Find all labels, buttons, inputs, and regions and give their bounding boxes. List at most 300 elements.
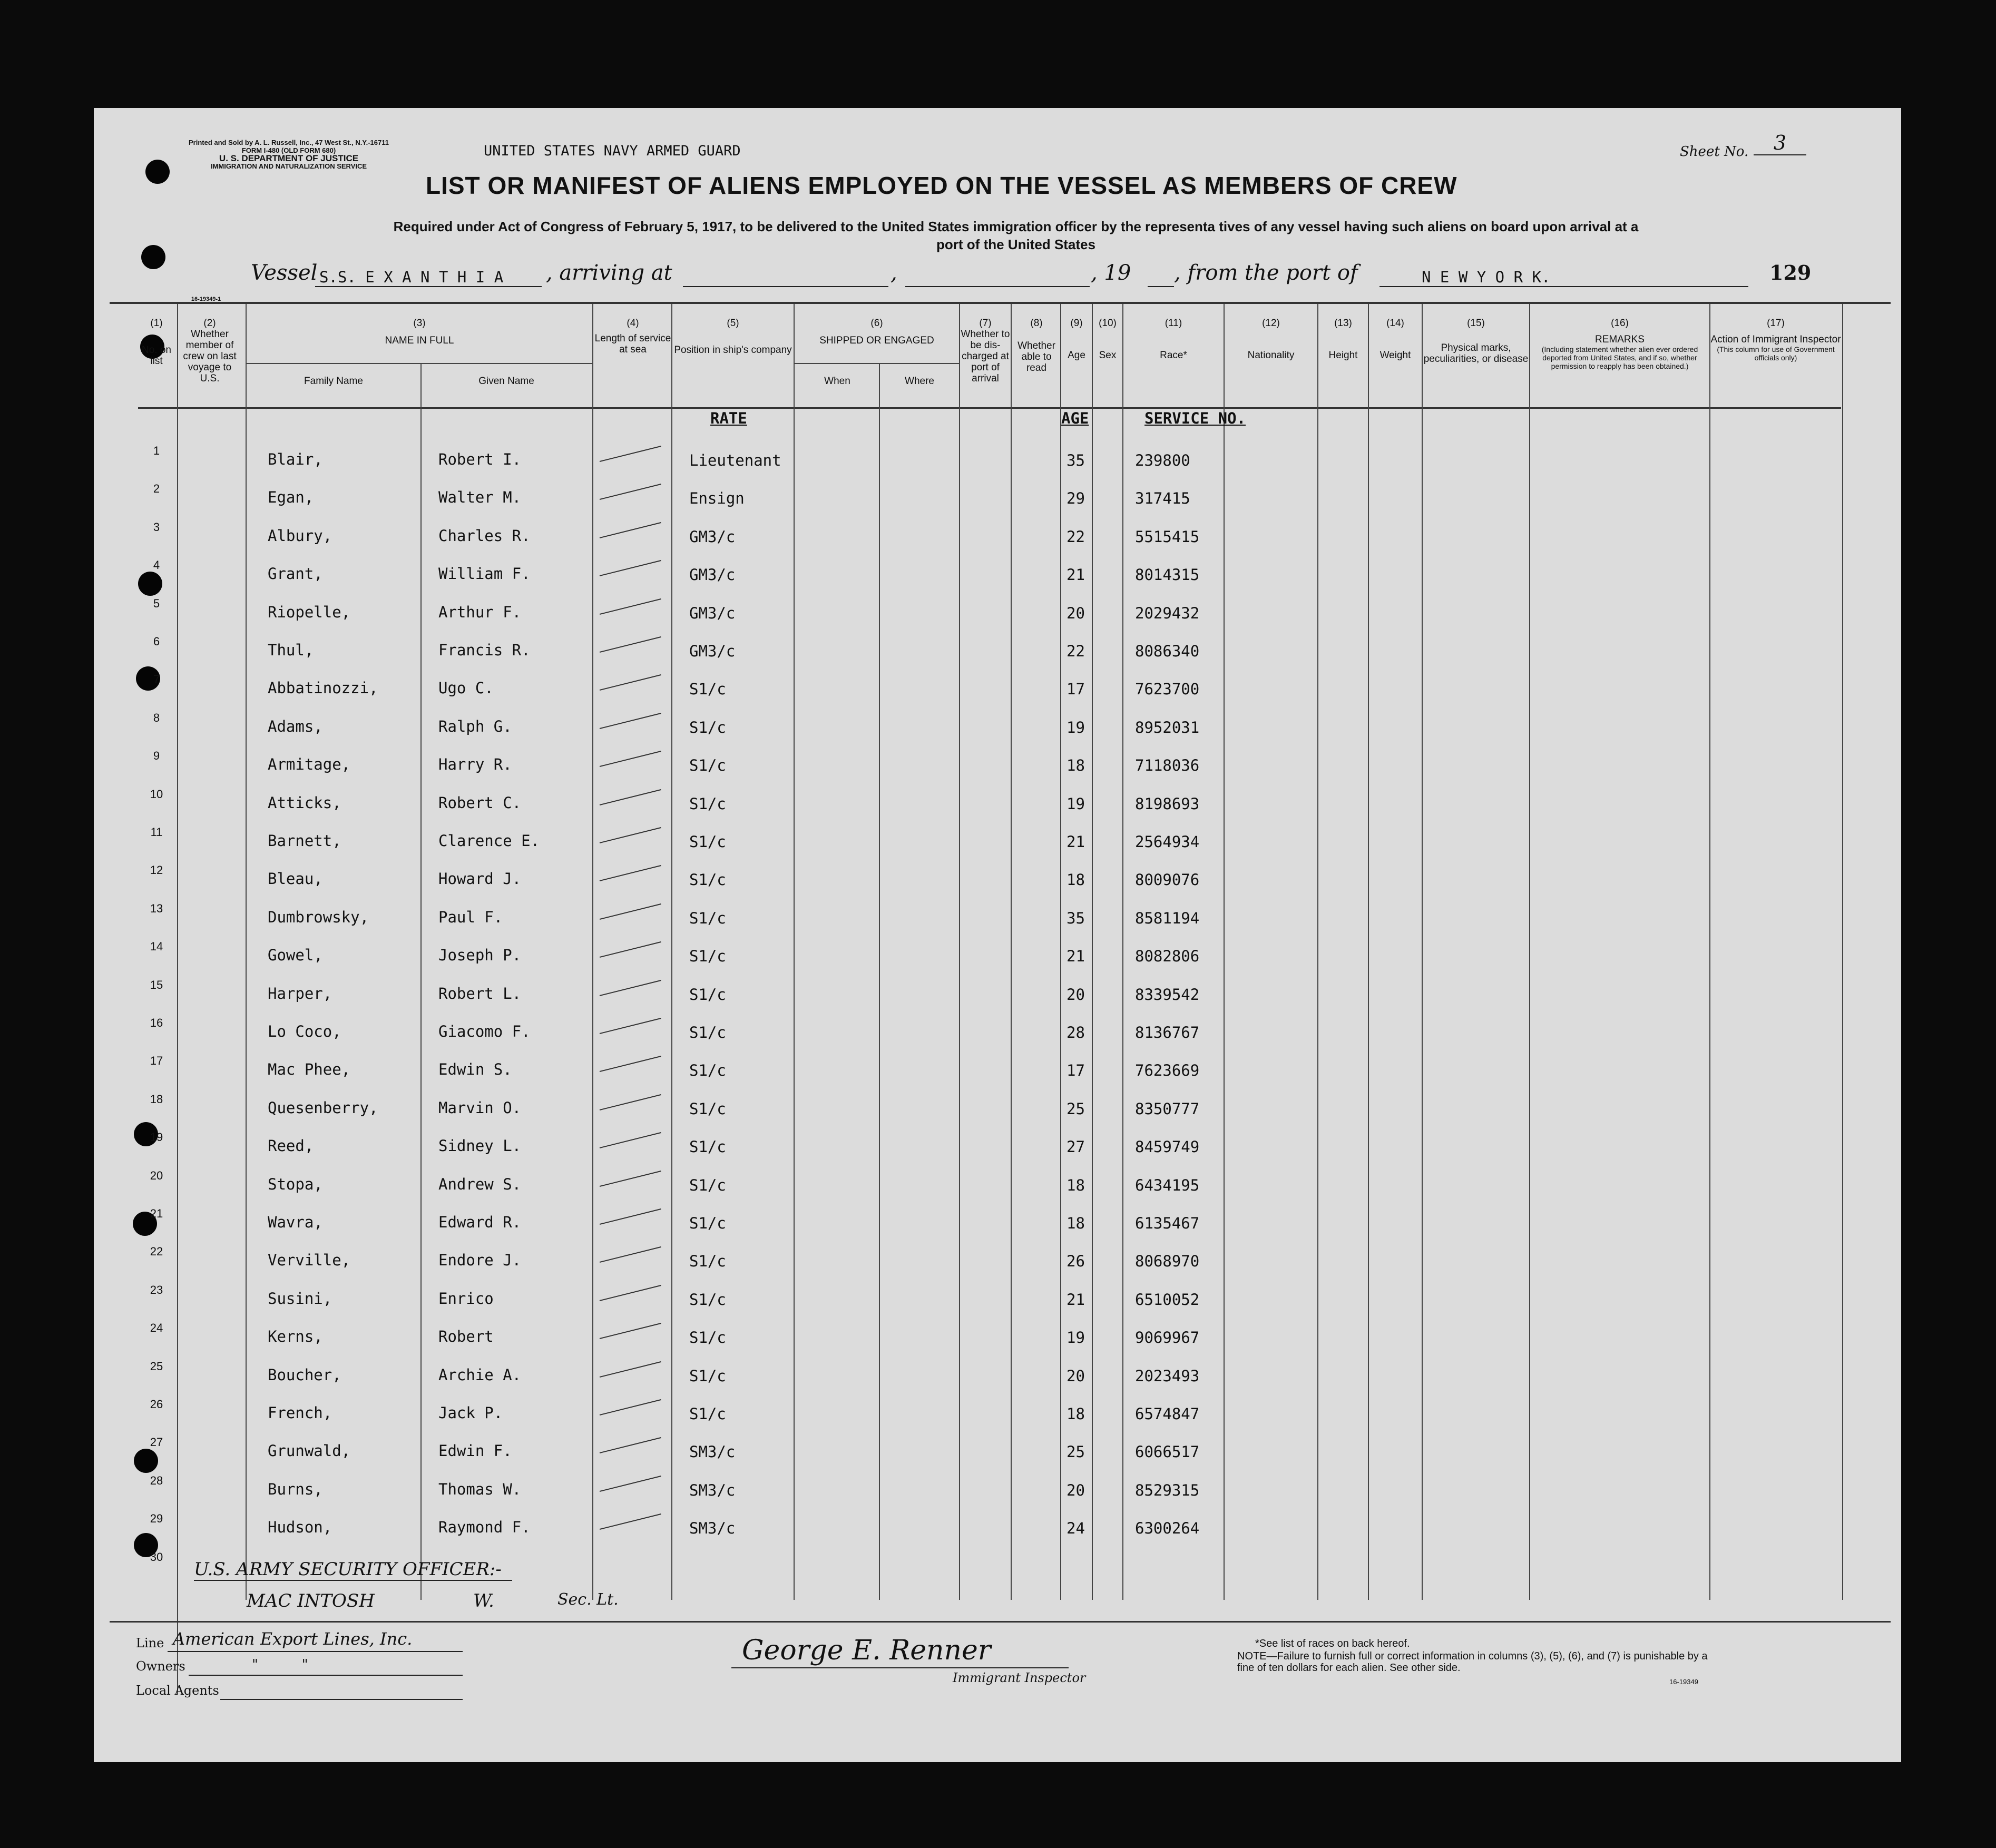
ditto-tick xyxy=(600,980,661,996)
column-17-number: (17) xyxy=(1767,318,1785,329)
column-rule xyxy=(1368,304,1369,1600)
family-name-cell: Barnett, xyxy=(268,832,341,850)
ditto-tick xyxy=(600,1476,661,1492)
column-7-label: Whether to be dis-charged at port of arrival xyxy=(961,329,1010,384)
header-bottom-rule xyxy=(138,407,1841,409)
family-name-cell: Bleau, xyxy=(268,870,323,888)
rate-cell: Ensign xyxy=(689,489,745,507)
family-name-cell: Adams, xyxy=(268,717,323,735)
security-officer-heading: U.S. ARMY SECURITY OFFICER:- xyxy=(194,1559,512,1581)
form-code: 16-19349 xyxy=(1669,1678,1698,1686)
column-13-label: Height xyxy=(1328,350,1358,361)
ditto-tick xyxy=(600,598,661,615)
age-cell: 27 xyxy=(1067,1138,1085,1156)
form-title: LIST OR MANIFEST OF ALIENS EMPLOYED ON THE VESSEL AS MEMBERS OF CREW xyxy=(426,172,1457,199)
service-number-cell: 8009076 xyxy=(1135,871,1200,889)
family-name-cell: Mac Phee, xyxy=(268,1060,351,1078)
rate-cell: SM3/c xyxy=(689,1481,736,1499)
column-rule xyxy=(794,304,795,1600)
column-11-label: Race* xyxy=(1160,350,1187,361)
owners-field xyxy=(189,1659,463,1676)
local-agents-label: Local Agents xyxy=(136,1683,219,1698)
column-16-header xyxy=(1530,318,1709,370)
given-name-cell: Andrew S. xyxy=(438,1175,522,1193)
service-number-cell: 8136767 xyxy=(1135,1024,1200,1041)
service-number-cell: 239800 xyxy=(1135,451,1190,469)
punch-hole xyxy=(134,1449,158,1473)
column-5-number: (5) xyxy=(727,318,739,329)
age-cell: 18 xyxy=(1067,871,1085,889)
column-6-label: SHIPPED OR ENGAGED xyxy=(819,335,934,346)
given-name-cell: Edwin F. xyxy=(438,1442,512,1460)
service-number-cell: 8198693 xyxy=(1135,795,1200,813)
service-number-cell: 7623700 xyxy=(1135,680,1200,698)
column-9-number: (9) xyxy=(1070,318,1083,329)
column-rule xyxy=(1122,304,1123,1600)
owners-value: " " xyxy=(252,1657,308,1673)
row-number: 7 xyxy=(153,673,160,686)
owners-label: Owners xyxy=(136,1659,185,1674)
row-number: 11 xyxy=(150,825,163,839)
row-number: 18 xyxy=(150,1093,163,1106)
row-number: 5 xyxy=(153,597,160,610)
row-number: 22 xyxy=(150,1245,163,1258)
column-rule xyxy=(959,304,960,1600)
vessel-field xyxy=(315,264,542,287)
shipped-when-header: When xyxy=(824,376,850,387)
name-subheader-rule xyxy=(247,363,593,364)
column-14-label: Weight xyxy=(1379,350,1411,361)
column-5-label: Position in ship's company xyxy=(674,345,792,356)
service-number-cell: 2029432 xyxy=(1135,604,1200,622)
family-name-cell: Hudson, xyxy=(268,1518,332,1536)
rate-cell: S1/c xyxy=(689,1176,726,1194)
column-2-number: (2) xyxy=(203,318,216,329)
given-name-cell: Charles R. xyxy=(438,527,531,545)
ditto-tick xyxy=(600,1208,661,1225)
age-cell: 26 xyxy=(1067,1252,1085,1270)
penalty-note: NOTE—Failure to furnish full or correct information in columns (3), (5), (6), and (7) is punishable by a fine of ten dollars for each alien. See other side. xyxy=(1237,1650,1708,1674)
age-cell: 35 xyxy=(1067,451,1085,469)
service-number-cell: 8459749 xyxy=(1135,1138,1200,1156)
rate-cell: S1/c xyxy=(689,719,726,736)
column-3-number: (3) xyxy=(413,318,426,329)
service-number-cell: 8086340 xyxy=(1135,642,1200,660)
column-8-number: (8) xyxy=(1030,318,1043,329)
age-cell: 24 xyxy=(1067,1519,1085,1537)
ditto-tick xyxy=(600,751,661,767)
family-name-cell: Atticks, xyxy=(268,794,341,812)
row-number: 20 xyxy=(150,1169,163,1182)
arrival-date-field xyxy=(905,264,1090,287)
ditto-tick xyxy=(600,713,661,729)
column-16-label: REMARKS xyxy=(1595,334,1645,345)
shipped-subheader-rule xyxy=(795,363,959,364)
given-name-cell: Edwin S. xyxy=(438,1060,512,1078)
rate-cell: S1/c xyxy=(689,986,726,1004)
arrival-port-field xyxy=(683,264,888,287)
age-cell: 17 xyxy=(1067,1061,1085,1079)
age-cell: 21 xyxy=(1067,833,1085,851)
ditto-tick xyxy=(600,789,661,805)
given-name-cell: Giacomo F. xyxy=(438,1023,531,1040)
rate-cell: SM3/c xyxy=(689,1443,736,1461)
row-number: 12 xyxy=(150,863,163,877)
column-15-number: (15) xyxy=(1467,318,1485,329)
column-rule xyxy=(177,304,178,1695)
column-3-header xyxy=(247,318,592,346)
ditto-tick xyxy=(600,1361,661,1378)
ditto-tick xyxy=(600,1056,661,1072)
sheet-number: 3 xyxy=(1754,131,1806,155)
family-name-cell: Burns, xyxy=(268,1480,323,1498)
given-name-cell: William F. xyxy=(438,565,531,583)
row-number: 3 xyxy=(153,520,160,534)
given-name-cell: Ugo C. xyxy=(438,679,494,697)
age-cell: 22 xyxy=(1067,528,1085,546)
subtitle-line-1: Required under Act of Congress of February 5, 1917, to be delivered to the United States immigration officer by the representa tives of any vessel having such aliens on board upon arrival at a xyxy=(393,219,1639,234)
ditto-tick xyxy=(600,1246,661,1263)
age-cell: 19 xyxy=(1067,1329,1085,1346)
column-rule xyxy=(1060,304,1061,1600)
family-name-cell: Albury, xyxy=(268,527,332,545)
service-number-cell: 6574847 xyxy=(1135,1405,1200,1423)
service-number-cell: 7623669 xyxy=(1135,1061,1200,1079)
year-field xyxy=(1148,264,1174,287)
inspector-signature: George E. Renner xyxy=(742,1635,991,1666)
family-name-cell: Wavra, xyxy=(268,1213,323,1231)
age-cell: 25 xyxy=(1067,1443,1085,1461)
column-8-header xyxy=(1012,318,1061,373)
column-rule xyxy=(671,304,672,1600)
family-name-cell: Quesenberry, xyxy=(268,1099,378,1117)
column-14-header xyxy=(1369,318,1422,361)
row-number: 15 xyxy=(150,978,163,991)
subtitle-line-2: port of the United States xyxy=(936,237,1095,252)
service-number-cell: 5515415 xyxy=(1135,528,1200,546)
given-name-cell: Marvin O. xyxy=(438,1099,522,1117)
printer-block xyxy=(152,139,426,170)
rate-cell: S1/c xyxy=(689,833,726,851)
family-name-cell: Dumbrowsky, xyxy=(268,908,369,926)
form-number: FORM I-480 (OLD FORM 680) xyxy=(241,146,336,154)
shipped-where-header: Where xyxy=(905,376,934,387)
line-value: American Export Lines, Inc. xyxy=(173,1629,413,1649)
column-rule xyxy=(1011,304,1012,1600)
given-name-cell: Edward R. xyxy=(438,1213,522,1231)
rate-cell: S1/c xyxy=(689,947,726,965)
rate-cell: S1/c xyxy=(689,871,726,889)
column-rule xyxy=(1092,304,1093,1600)
rate-cell: Lieutenant xyxy=(689,451,781,469)
age-cell: 35 xyxy=(1067,909,1085,927)
given-name-header: Given Name xyxy=(478,376,534,387)
age-cell: 20 xyxy=(1067,1367,1085,1385)
column-15-label: Physical marks, peculiarities, or disease xyxy=(1423,342,1529,365)
row-number: 4 xyxy=(153,558,160,572)
given-name-cell: Sidney L. xyxy=(438,1137,522,1155)
column-17-header xyxy=(1710,318,1841,362)
age-cell: 28 xyxy=(1067,1024,1085,1041)
ditto-tick xyxy=(600,560,661,576)
rate-subheading: RATE xyxy=(710,409,747,427)
row-number: 1 xyxy=(153,444,160,457)
row-number: 29 xyxy=(150,1512,163,1525)
column-13-number: (13) xyxy=(1334,318,1352,329)
given-name-cell: Walter M. xyxy=(438,488,522,506)
age-cell: 17 xyxy=(1067,680,1085,698)
family-name-cell: Grunwald, xyxy=(268,1442,351,1460)
rate-cell: S1/c xyxy=(689,1329,726,1346)
given-name-cell: Thomas W. xyxy=(438,1480,522,1498)
line-field xyxy=(168,1629,463,1652)
service-number-cell: 2564934 xyxy=(1135,833,1200,851)
column-5-header xyxy=(672,318,794,356)
column-1-number: (1) xyxy=(150,318,163,329)
ditto-tick xyxy=(600,1323,661,1339)
age-cell: 20 xyxy=(1067,604,1085,622)
column-10-header xyxy=(1093,318,1122,361)
given-name-cell: Archie A. xyxy=(438,1366,522,1384)
service-number-cell: 8952031 xyxy=(1135,719,1200,736)
row-number: 10 xyxy=(150,788,163,801)
table-code: 16-19349-1 xyxy=(191,296,221,302)
column-rule xyxy=(1842,304,1843,1600)
row-number: 21 xyxy=(150,1207,163,1220)
service-number-cell: 7118036 xyxy=(1135,756,1200,774)
column-rule xyxy=(879,363,880,1600)
family-name-cell: Armitage, xyxy=(268,755,351,773)
family-name-cell: Susini, xyxy=(268,1290,332,1308)
column-11-number: (11) xyxy=(1165,318,1182,329)
row-number: 27 xyxy=(150,1436,163,1449)
rate-cell: S1/c xyxy=(689,1252,726,1270)
family-name-cell: Kerns, xyxy=(268,1328,323,1345)
local-agents-field xyxy=(220,1683,463,1700)
inspector-signature-line xyxy=(731,1635,1069,1668)
given-name-cell: Robert xyxy=(438,1328,494,1345)
ditto-tick xyxy=(600,1171,661,1187)
age-cell: 21 xyxy=(1067,1291,1085,1309)
column-rule xyxy=(1709,304,1710,1600)
column-rule xyxy=(1529,304,1530,1600)
age-cell: 20 xyxy=(1067,986,1085,1004)
row-number: 25 xyxy=(150,1360,163,1373)
row-number: 26 xyxy=(150,1398,163,1411)
year-label: , 19 xyxy=(1091,261,1131,285)
column-17-note: (This column for use of Government officials only) xyxy=(1717,345,1835,362)
column-rule xyxy=(1422,304,1423,1600)
ditto-tick xyxy=(600,1018,661,1034)
service-number-cell: 8014315 xyxy=(1135,566,1200,584)
family-name-cell: Riopelle, xyxy=(268,603,351,621)
ditto-tick xyxy=(600,484,661,500)
rate-cell: S1/c xyxy=(689,756,726,774)
column-14-number: (14) xyxy=(1386,318,1404,329)
age-cell: 25 xyxy=(1067,1100,1085,1118)
column-2-label: Whether member of crew on last voyage to U.S. xyxy=(183,329,237,384)
department-name: U. S. DEPARTMENT OF JUSTICE xyxy=(219,153,359,163)
ditto-tick xyxy=(600,903,661,920)
ditto-tick xyxy=(600,865,661,881)
rate-cell: S1/c xyxy=(689,1291,726,1309)
rate-cell: S1/c xyxy=(689,1024,726,1041)
ditto-tick xyxy=(600,636,661,653)
ditto-tick xyxy=(600,1094,661,1110)
rate-cell: GM3/c xyxy=(689,566,736,584)
age-cell: 22 xyxy=(1067,642,1085,660)
given-name-cell: Howard J. xyxy=(438,870,522,888)
column-17-label: Action of Immigrant Inspector xyxy=(1710,334,1841,345)
service-number-cell: 6300264 xyxy=(1135,1519,1200,1537)
row-number: 2 xyxy=(153,482,160,495)
column-7-header xyxy=(960,318,1011,384)
ditto-tick xyxy=(600,522,661,538)
column-13-header xyxy=(1318,318,1368,361)
age-cell: 21 xyxy=(1067,947,1085,965)
table-bottom-rule xyxy=(110,1621,1891,1623)
family-name-cell: Reed, xyxy=(268,1137,314,1155)
column-2-header xyxy=(178,318,241,384)
age-cell: 18 xyxy=(1067,1405,1085,1423)
rate-cell: S1/c xyxy=(689,1100,726,1118)
races-note: *See list of races on back hereof. xyxy=(1255,1638,1410,1649)
column-12-label: Nationality xyxy=(1247,350,1295,361)
age-cell: 18 xyxy=(1067,1214,1085,1232)
family-name-cell: French, xyxy=(268,1404,332,1422)
service-number-cell: 8339542 xyxy=(1135,986,1200,1004)
column-9-header xyxy=(1061,318,1092,361)
given-name-cell: Francis R. xyxy=(438,641,531,659)
family-name-header: Family Name xyxy=(304,376,363,387)
service-number-cell: 6135467 xyxy=(1135,1214,1200,1232)
given-name-cell: Raymond F. xyxy=(438,1518,531,1536)
rate-cell: S1/c xyxy=(689,1138,726,1156)
column-12-number: (12) xyxy=(1262,318,1280,329)
page-number: 129 xyxy=(1769,261,1812,284)
row-number: 8 xyxy=(153,711,160,724)
family-name-cell: Lo Coco, xyxy=(268,1023,341,1040)
punch-hole xyxy=(138,572,162,596)
given-name-cell: Enrico xyxy=(438,1290,494,1308)
rate-cell: S1/c xyxy=(689,1214,726,1232)
family-name-cell: Gowel, xyxy=(268,946,323,964)
security-officer-initial: W. xyxy=(473,1590,494,1611)
form-subtitle xyxy=(226,218,1806,253)
column-16-number: (16) xyxy=(1611,318,1629,329)
family-name-cell: Boucher, xyxy=(268,1366,341,1384)
family-name-cell: Verville, xyxy=(268,1251,351,1269)
column-12-header xyxy=(1225,318,1317,361)
rate-cell: S1/c xyxy=(689,1367,726,1385)
row-number: 28 xyxy=(150,1474,163,1487)
family-name-cell: Harper, xyxy=(268,985,332,1002)
age-cell: 18 xyxy=(1067,1176,1085,1194)
vessel-label: Vessel xyxy=(251,261,318,285)
column-rule xyxy=(1224,304,1225,1600)
row-number: 16 xyxy=(150,1016,163,1029)
column-rule xyxy=(592,304,593,1600)
from-port-label: , from the port of xyxy=(1174,261,1358,285)
security-officer-name: MAC INTOSH xyxy=(247,1590,375,1611)
family-name-cell: Blair, xyxy=(268,450,323,468)
age-cell: 19 xyxy=(1067,795,1085,813)
rate-cell: S1/c xyxy=(689,1405,726,1423)
column-4-label: Length of service at sea xyxy=(594,333,671,355)
rate-cell: GM3/c xyxy=(689,528,736,546)
given-name-cell: Ralph G. xyxy=(438,717,512,735)
service-number-cell: 8082806 xyxy=(1135,947,1200,965)
age-subheading: AGE xyxy=(1061,409,1089,427)
age-cell: 21 xyxy=(1067,566,1085,584)
column-rule xyxy=(420,363,422,1600)
ditto-tick xyxy=(600,1132,661,1148)
rate-cell: S1/c xyxy=(689,909,726,927)
given-name-cell: Robert I. xyxy=(438,450,522,468)
column-9-label: Age xyxy=(1068,350,1085,361)
rate-cell: SM3/c xyxy=(689,1519,736,1537)
column-3-label: NAME IN FULL xyxy=(385,335,454,346)
service-number-cell: 6510052 xyxy=(1135,1291,1200,1309)
age-cell: 18 xyxy=(1067,756,1085,774)
column-1-header xyxy=(138,318,175,367)
given-name-cell: Endore J. xyxy=(438,1251,522,1269)
ditto-tick xyxy=(600,1399,661,1416)
given-name-cell: Clarence E. xyxy=(438,832,540,850)
service-number-cell: 2023493 xyxy=(1135,1367,1200,1385)
column-1-label: No. on list xyxy=(142,345,171,367)
ditto-tick xyxy=(600,446,661,462)
ditto-tick xyxy=(600,1513,661,1530)
given-name-cell: Arthur F. xyxy=(438,603,522,621)
column-16-note: (Including statement whether alien ever ordered deported from United States, and if so, whether permission to reapply has been obtained.) xyxy=(1541,345,1698,370)
printer-line: Printed and Sold by A. L. Russell, Inc., 47 West St., N.Y.-16711 xyxy=(188,139,389,146)
rate-cell: GM3/c xyxy=(689,642,736,660)
service-number-cell: 8581194 xyxy=(1135,909,1200,927)
service-name: IMMIGRATION AND NATURALIZATION SERVICE xyxy=(210,162,367,170)
sheet-number-label: Sheet No. xyxy=(1680,144,1749,160)
row-number: 6 xyxy=(153,635,160,648)
rate-cell: S1/c xyxy=(689,680,726,698)
given-name-cell: Joseph P. xyxy=(438,946,522,964)
service-number-cell: 6066517 xyxy=(1135,1443,1200,1461)
column-rule xyxy=(1317,304,1318,1600)
rate-cell: S1/c xyxy=(689,795,726,813)
given-name-cell: Robert L. xyxy=(438,985,522,1002)
row-number: 30 xyxy=(150,1550,163,1564)
age-cell: 19 xyxy=(1067,719,1085,736)
row-number: 17 xyxy=(150,1054,163,1067)
given-name-cell: Paul F. xyxy=(438,908,503,926)
family-name-cell: Stopa, xyxy=(268,1175,323,1193)
agency-name: UNITED STATES NAVY ARMED GUARD xyxy=(484,143,741,159)
family-name-cell: Thul, xyxy=(268,641,314,659)
age-cell: 29 xyxy=(1067,489,1085,507)
line-label: Line xyxy=(136,1636,164,1650)
rate-cell: GM3/c xyxy=(689,604,736,622)
ditto-tick xyxy=(600,1437,661,1453)
departure-port: N E W Y O R K. xyxy=(1422,268,1551,286)
punch-hole xyxy=(141,245,165,269)
rate-cell: S1/c xyxy=(689,1061,726,1079)
given-name-cell: Robert C. xyxy=(438,794,522,812)
column-10-number: (10) xyxy=(1099,318,1117,329)
ditto-tick xyxy=(600,941,661,958)
service-number-cell: 8529315 xyxy=(1135,1481,1200,1499)
column-4-header xyxy=(593,318,672,355)
service-number-subheading: SERVICE NO. xyxy=(1144,409,1246,427)
ditto-tick xyxy=(600,674,661,691)
